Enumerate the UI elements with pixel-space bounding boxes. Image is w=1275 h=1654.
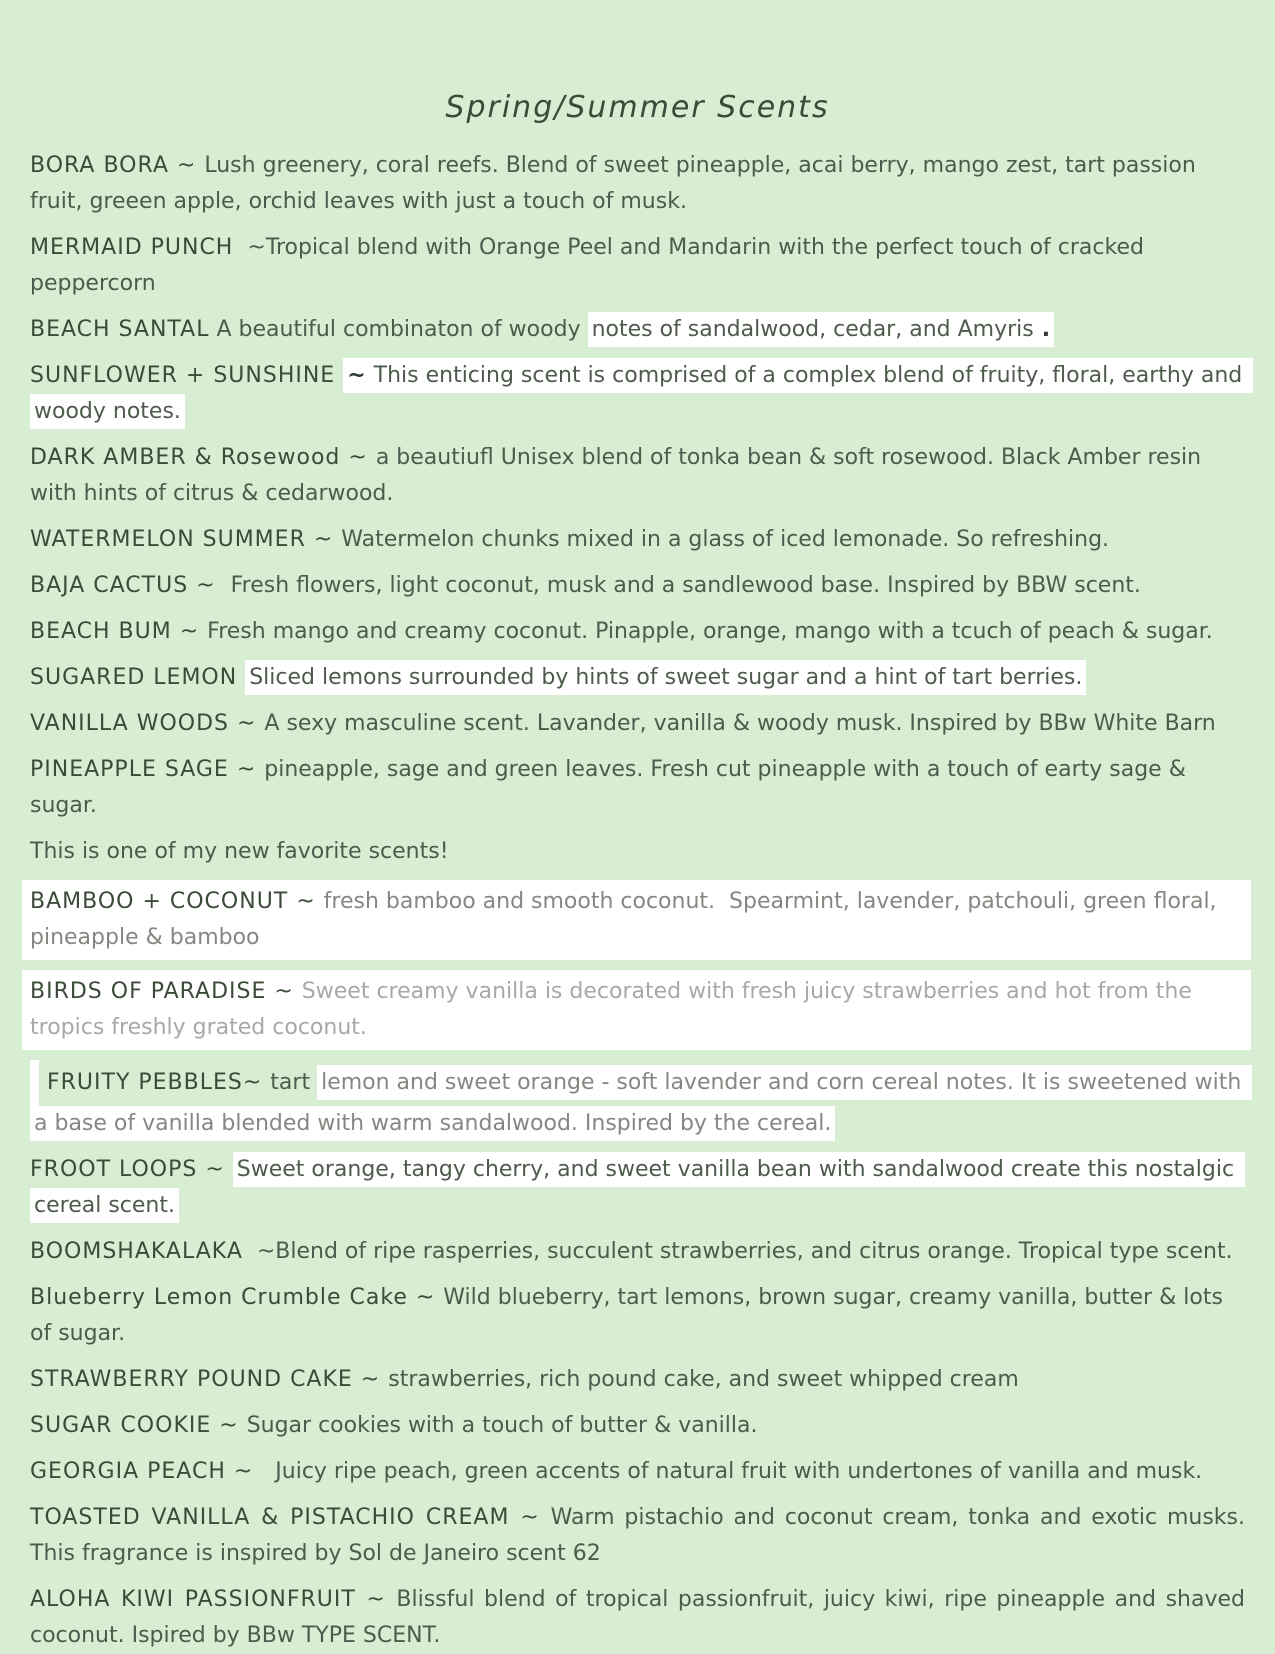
scent-name: SUNFLOWER + SUNSHINE bbox=[30, 363, 344, 388]
scent-description: Warm pistachio and coconut cream, tonka and exotic musks. This fragrance is inspired by Sol de Janeiro scent 62 bbox=[30, 1505, 1252, 1566]
scent-name: SUGAR COOKIE ~ bbox=[30, 1413, 247, 1438]
scent-description: Lush greenery, coral reefs. Blend of sweet pineapple, acai berry, mango zest, tart passion fruit, greeen apple, orchid leaves with just a touch of musk. bbox=[30, 153, 1203, 214]
scent-description: ~ bbox=[343, 358, 369, 393]
scent-entry bbox=[30, 1408, 1245, 1444]
scent-description: notes of sandalwood, cedar, and Amyris bbox=[588, 312, 1038, 347]
scent-name: TOASTED VANILLA & PISTACHIO CREAM ~ bbox=[30, 1505, 551, 1530]
scent-description: Watermelon chunks mixed in a glass of iced lemonade. So refreshing. bbox=[341, 527, 1110, 552]
scent-entry bbox=[30, 522, 1245, 558]
scent-name: PINEAPPLE SAGE ~ bbox=[30, 757, 265, 782]
scent-entry bbox=[30, 148, 1245, 220]
scent-name: FROOT LOOPS ~ bbox=[30, 1157, 233, 1182]
scent-entry bbox=[30, 1500, 1252, 1572]
scent-name: ALOHA KIWI PASSIONFRUIT ~ bbox=[30, 1587, 397, 1612]
scent-entry bbox=[30, 1362, 1245, 1398]
scent-entry bbox=[30, 614, 1245, 650]
scent-entry bbox=[30, 752, 1245, 824]
scent-description: Wild blueberry, tart lemons, brown sugar, creamy vanilla, butter & lots of sugar. bbox=[30, 1285, 1230, 1346]
scent-name: BAMBOO + COCONUT ~ bbox=[30, 889, 324, 914]
scent-description: This enticing scent is comprised of a complex blend of fruity, floral, earthy and woody notes. bbox=[30, 358, 1253, 429]
scent-description: A beautiful combinaton of woody bbox=[209, 317, 588, 342]
scent-description: Sweet creamy vanilla is decorated with fresh juicy strawberries and hot from the tropics freshly grated coconut. bbox=[30, 979, 1199, 1040]
scent-entry bbox=[30, 1582, 1252, 1654]
scent-description: Sweet orange, tangy cherry, and sweet vanilla bean with sandalwood create this nostalgic cereal scent. bbox=[30, 1152, 1245, 1223]
scent-name: MERMAID PUNCH bbox=[30, 235, 234, 260]
scent-entry bbox=[30, 1280, 1245, 1352]
scent-entry bbox=[30, 1060, 1249, 1142]
scent-name: VANILLA WOODS ~ bbox=[30, 711, 265, 736]
scent-entry bbox=[30, 230, 1245, 302]
scent-description: A sexy masculine scent. Lavander, vanilla & woody musk. Inspired by BBw White Barn bbox=[264, 711, 1216, 736]
scent-entry bbox=[30, 358, 1250, 430]
scent-description: Sugar cookies with a touch of butter & vanilla. bbox=[246, 1413, 758, 1438]
scent-list bbox=[30, 148, 1252, 1654]
scent-name: BIRDS OF PARADISE ~ bbox=[30, 979, 302, 1004]
scent-name: WATERMELON SUMMER ~ bbox=[30, 527, 342, 552]
page-title: Spring/Summer Scents bbox=[445, 90, 830, 125]
scent-entry bbox=[30, 1454, 1245, 1490]
scent-name: FRUITY PEBBLES~ bbox=[39, 1070, 271, 1095]
scent-entry bbox=[30, 1152, 1245, 1224]
scent-entry bbox=[22, 970, 1251, 1050]
scent-entry bbox=[30, 660, 1245, 696]
highlight-strip bbox=[30, 1060, 39, 1106]
scent-description: tart bbox=[270, 1070, 318, 1095]
scent-name: Blueberry Lemon Crumble Cake ~ bbox=[30, 1285, 444, 1310]
scent-description: pineapple, sage and green leaves. Fresh cut pineapple with a touch of earty sage & sugar. bbox=[30, 757, 1193, 818]
scent-description: lemon and sweet orange - soft lavender and corn cereal notes. It is sweetened with a base of vanilla blended with warm sandalwood. Inspired by the cereal. bbox=[30, 1065, 1252, 1141]
scent-entry bbox=[30, 706, 1245, 742]
scent-name: BEACH BUM ~ bbox=[30, 619, 208, 644]
scent-entry bbox=[22, 880, 1251, 960]
scent-entry bbox=[30, 312, 1245, 348]
scent-name: STRAWBERRY POUND CAKE ~ bbox=[30, 1367, 389, 1392]
scent-entry bbox=[30, 1234, 1245, 1270]
scent-description: Juicy ripe peach, green accents of natural fruit with undertones of vanilla and musk. bbox=[261, 1459, 1203, 1484]
scent-description: a beautiufl Unisex blend of tonka bean & soft rosewood. Black Amber resin with hints of citrus & cedarwood. bbox=[30, 445, 1209, 506]
scent-entry bbox=[30, 440, 1245, 512]
scent-name: DARK AMBER & Rosewood ~ bbox=[30, 445, 376, 470]
scent-name: BOOMSHAKALAKA bbox=[30, 1239, 243, 1264]
scent-description: fresh bamboo and smooth coconut. Spearmint, lavender, patchouli, green floral, pineapple & bamboo bbox=[30, 889, 1224, 950]
scent-description: . bbox=[1038, 312, 1054, 347]
scent-description: ~Blend of ripe rasperries, succulent strawberries, and citrus orange. Tropical type scent. bbox=[242, 1239, 1233, 1264]
scent-description: Fresh mango and creamy coconut. Pinapple, orange, mango with a tcuch of peach & sugar. bbox=[207, 619, 1213, 644]
scent-name: BEACH SANTAL bbox=[30, 317, 210, 342]
scent-entry bbox=[30, 834, 1245, 870]
scent-description: Fresh flowers, light coconut, musk and a sandlewood base. Inspired by BBW scent. bbox=[223, 573, 1141, 598]
scent-description: strawberries, rich pound cake, and sweet whipped cream bbox=[388, 1367, 1019, 1392]
scent-description: Sliced lemons surrounded by hints of sweet sugar and a hint of tart berries. bbox=[245, 660, 1086, 695]
scent-description: This is one of my new favorite scents! bbox=[30, 839, 449, 864]
scent-name: BORA BORA ~ bbox=[30, 153, 205, 178]
scent-name: GEORGIA PEACH ~ bbox=[30, 1459, 262, 1484]
scent-description: Blissful blend of tropical passionfruit, juicy kiwi, ripe pineapple and shaved coconut. Ispired by BBw TYPE SCENT. bbox=[30, 1587, 1252, 1648]
scent-entry bbox=[30, 568, 1245, 604]
scent-name: SUGARED LEMON bbox=[30, 665, 246, 690]
scent-description: ~Tropical blend with Orange Peel and Mandarin with the perfect touch of cracked peppercorn bbox=[30, 235, 1151, 296]
scent-name: BAJA CACTUS ~ bbox=[30, 573, 224, 598]
